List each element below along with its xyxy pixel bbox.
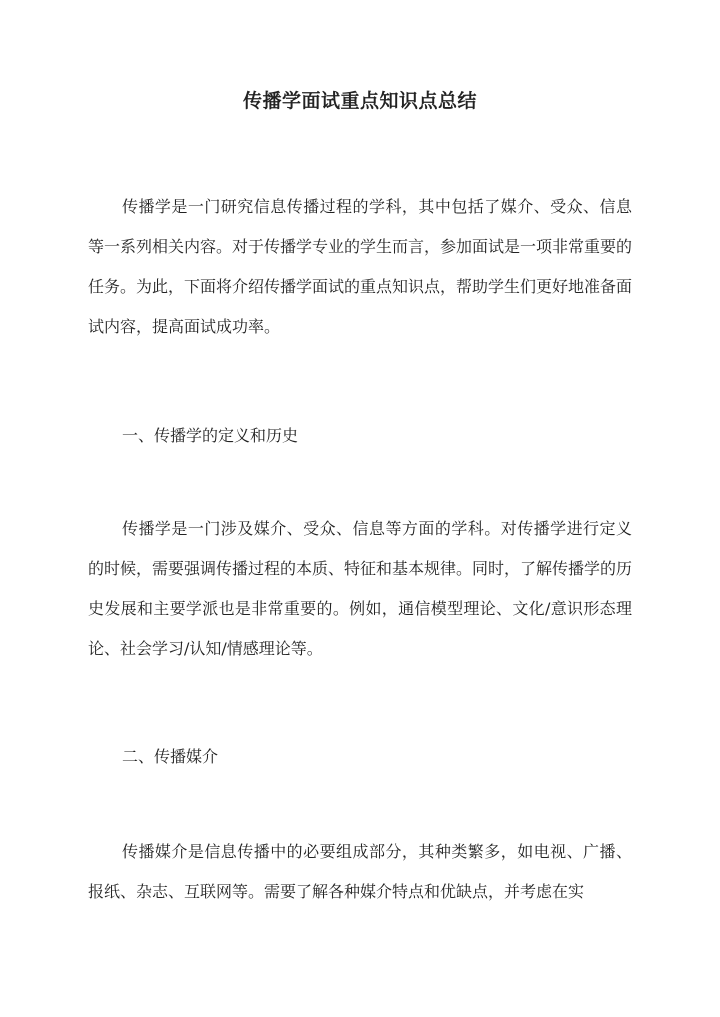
section-heading-definition-history: 一、传播学的定义和历史	[122, 426, 299, 445]
section-body-media: 传播媒介是信息传播中的必要组成部分，其种类繁多，如电视、广播、报纸、杂志、互联网等。需要了解各种媒介特点和优缺点，并考虑在实	[88, 842, 632, 901]
intro-paragraph: 传播学是一门研究信息传播过程的学科，其中包括了媒介、受众、信息等一系列相关内容。对于传播学专业的学生而言，参加面试是一项非常重要的任务。为此，下面将介绍传播学面试的重点知识点，帮助学生们更好地准备面试内容，提高面试成功率。	[88, 197, 633, 336]
section-body-definition-history: 传播学是一门涉及媒介、受众、信息等方面的学科。对传播学进行定义的时候，需要强调传播过程的本质、特征和基本规律。同时，了解传播学的历史发展和主要学派也是非常重要的。例如，通信模型理论、文化/意识形态理论、社会学习/认知/情感理论等。	[88, 519, 633, 658]
document-title: 传播学面试重点知识点总结	[242, 90, 477, 112]
section-heading-media: 二、传播媒介	[122, 747, 219, 766]
